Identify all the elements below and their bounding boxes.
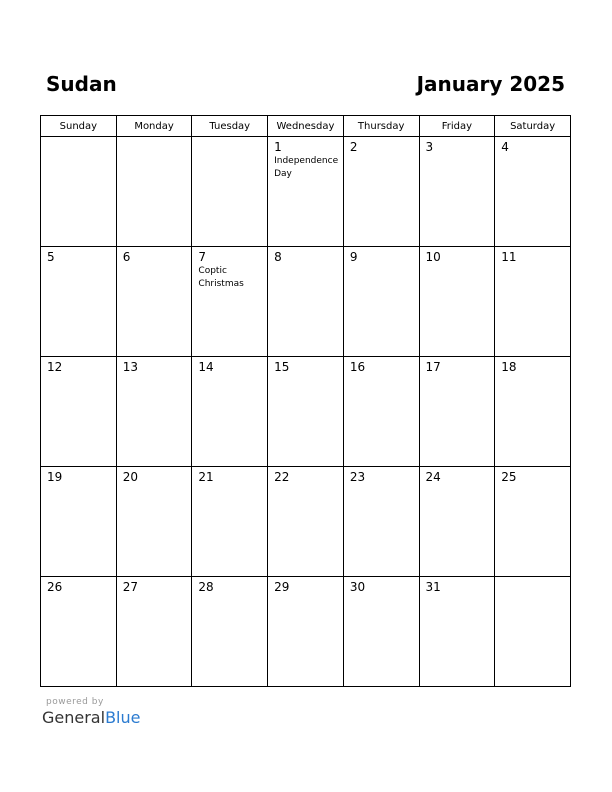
day-cell (41, 467, 117, 577)
day-number: 29 (274, 580, 290, 594)
day-number: 24 (425, 470, 441, 484)
calendar-grid (40, 115, 571, 687)
day-cell (495, 357, 571, 467)
day-number: 17 (425, 360, 441, 374)
weekday-header: Friday (419, 116, 495, 137)
day-number: 25 (501, 470, 517, 484)
day-cell (116, 577, 192, 687)
day-cell (268, 467, 344, 577)
day-cell (41, 577, 117, 687)
day-number: 8 (274, 250, 282, 264)
day-number: 18 (501, 360, 517, 374)
week-row (41, 357, 571, 467)
weekday-header: Thursday (343, 116, 419, 137)
holiday-label: Coptic Christmas (198, 266, 244, 289)
weekday-header-row (41, 116, 571, 137)
day-cell (41, 247, 117, 357)
day-cell (268, 357, 344, 467)
brand-blue-text: Blue (105, 708, 141, 727)
weekday-header: Tuesday (192, 116, 268, 137)
day-number: 20 (122, 470, 138, 484)
day-number: 6 (122, 250, 131, 264)
day-number: 16 (349, 360, 366, 374)
weekday-header: Saturday (495, 116, 571, 137)
day-number: 26 (47, 580, 63, 594)
day-cell (495, 137, 571, 247)
day-cell (495, 577, 571, 687)
day-number: 7 (198, 250, 207, 264)
day-cell (343, 467, 419, 577)
weekday-header: Monday (116, 116, 192, 137)
day-number: 4 (501, 140, 509, 154)
day-cell (192, 247, 268, 357)
day-number: 19 (47, 470, 63, 484)
day-cell (268, 247, 344, 357)
day-cell (268, 137, 344, 247)
day-number: 28 (198, 580, 214, 594)
day-number: 3 (425, 140, 434, 154)
day-cell (116, 137, 192, 247)
week-row (41, 577, 571, 687)
day-cell (116, 247, 192, 357)
day-cell (192, 357, 268, 467)
weekday-header: Sunday (41, 116, 117, 137)
generalblue-logo[interactable] (42, 708, 140, 728)
day-number: 22 (274, 470, 290, 484)
day-number: 27 (122, 580, 138, 594)
powered-by-label: powered by (46, 697, 104, 707)
day-cell (419, 467, 495, 577)
day-number: 2 (349, 140, 358, 154)
month-year-title: January 2025 (416, 72, 565, 96)
day-number: 12 (47, 360, 63, 374)
day-number: 11 (501, 250, 517, 264)
week-row (41, 247, 571, 357)
day-cell (419, 577, 495, 687)
day-cell (495, 467, 571, 577)
day-cell (419, 357, 495, 467)
day-cell (343, 137, 419, 247)
day-number: 31 (425, 580, 441, 594)
day-number: 5 (47, 250, 55, 264)
day-number: 23 (349, 470, 366, 484)
day-number: 30 (349, 580, 366, 594)
day-cell (419, 247, 495, 357)
day-cell (192, 577, 268, 687)
day-cell (41, 357, 117, 467)
day-cell (343, 577, 419, 687)
day-cell (268, 577, 344, 687)
day-number: 21 (198, 470, 214, 484)
day-cell (343, 247, 419, 357)
day-number: 10 (425, 250, 441, 264)
week-row (41, 467, 571, 577)
day-number: 9 (349, 250, 358, 264)
country-title: Sudan (46, 72, 117, 96)
day-number: 13 (122, 360, 138, 374)
day-cell (116, 357, 192, 467)
weekday-header: Wednesday (268, 116, 344, 137)
day-number: 1 (274, 140, 282, 154)
day-cell (495, 247, 571, 357)
day-number: 15 (274, 360, 290, 374)
day-cell (192, 467, 268, 577)
week-row (41, 137, 571, 247)
day-cell (116, 467, 192, 577)
day-cell (419, 137, 495, 247)
holiday-label: Independence Day (274, 156, 339, 179)
day-cell (41, 137, 117, 247)
day-number: 14 (198, 360, 214, 374)
day-cell (192, 137, 268, 247)
day-cell (343, 357, 419, 467)
brand-general-text: General (42, 708, 106, 727)
